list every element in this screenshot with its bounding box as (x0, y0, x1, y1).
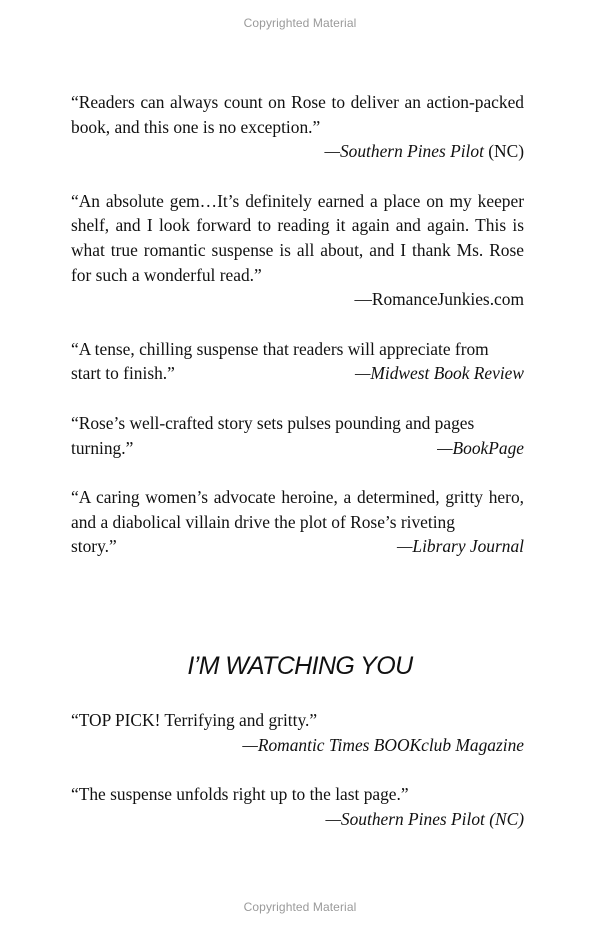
watermark-bottom: Copyrighted Material (243, 900, 357, 914)
watermark-top: Copyrighted Material (243, 16, 357, 30)
review-2 (71, 189, 524, 312)
review-quote-last: turning.” (71, 437, 134, 458)
review-attribution (71, 139, 524, 164)
review-attribution: —Midwest Book Review (354, 363, 524, 384)
review-quote: “TOP PICK! Terrifying and gritty.” (71, 710, 318, 730)
review-quote: “An absolute gem…It’s definitely earned a place on my keeper shelf, and I look forward to reading it again and again. This is what true romantic suspense is all about, and I thank Ms. Rose for such a wonderful read.” (71, 190, 524, 285)
review-quote-first: “A tense, chilling suspense that readers will appreciate from (71, 338, 489, 359)
review-quote: “Readers can always count on Rose to deliver an action-packed book, and this one is no exception.” (71, 92, 524, 137)
section-title: I’M WATCHING YOU (187, 652, 413, 680)
attribution-source: —Southern Pines Pilot (NC) (325, 808, 524, 829)
review-attribution: —BookPage (437, 437, 524, 458)
section-review-2 (71, 782, 524, 831)
review-quote: “The suspense unfolds right up to the last page.” (71, 784, 409, 805)
review-last-row (71, 534, 524, 559)
review-5 (71, 485, 524, 559)
review-1 (71, 90, 524, 164)
review-quote-last: story.” (71, 536, 117, 557)
review-4 (71, 411, 524, 460)
attribution-source: —Romantic Times BOOKclub Magazine (242, 734, 524, 755)
attribution-source: —Southern Pines Pilot (324, 141, 484, 162)
review-3 (71, 337, 524, 386)
review-list (71, 90, 524, 584)
section-review-1 (71, 708, 524, 757)
review-attribution: —RomanceJunkies.com (354, 289, 524, 310)
review-quote-first: “Rose’s well-crafted story sets pulses pounding and pages (71, 412, 475, 433)
review-quote-first: “A caring women’s advocate heroine, a determined, gritty hero, and a diabolical villain drive the plot of Rose’s riveting (71, 487, 524, 532)
attribution-suffix: (NC) (483, 141, 524, 162)
section-review-list (71, 708, 524, 856)
review-last-row (71, 361, 524, 386)
review-attribution: —Library Journal (396, 536, 524, 557)
review-attribution (71, 733, 524, 758)
review-quote-last: start to finish.” (71, 363, 175, 384)
review-last-row (71, 436, 524, 461)
review-attribution (71, 807, 524, 832)
